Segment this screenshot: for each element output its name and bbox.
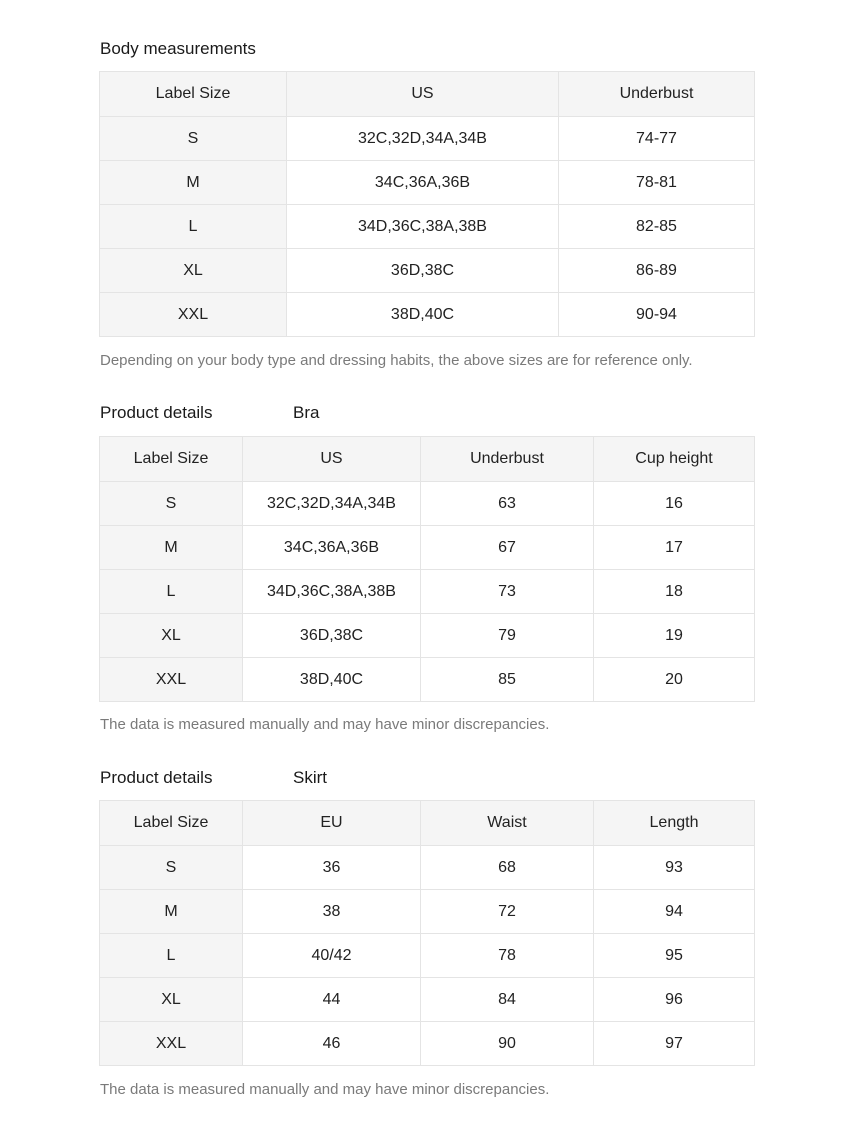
skirt-details-table	[99, 800, 755, 1066]
skirt-details-title-text: Product details	[100, 768, 213, 787]
label-size-cell: M	[100, 161, 287, 205]
eu-cell: 38	[243, 890, 421, 934]
eu-cell: 40/42	[243, 934, 421, 978]
label-size-cell: M	[100, 890, 243, 934]
table-row	[100, 978, 755, 1022]
eu-cell: 44	[243, 978, 421, 1022]
cup-height-cell: 18	[594, 570, 755, 614]
body-measurements-note: Depending on your body type and dressing habits, the above sizes are for reference only.	[100, 352, 693, 369]
underbust-cell: 63	[421, 482, 594, 526]
table-row	[100, 249, 755, 293]
table-header-row	[100, 801, 755, 846]
waist-cell: 90	[421, 1022, 594, 1066]
underbust-cell: 78-81	[559, 161, 755, 205]
table-header-row	[100, 72, 755, 117]
body-measurements-title	[100, 39, 256, 59]
skirt-details-subtitle: Skirt	[293, 768, 327, 787]
us-cell: 34C,36A,36B	[287, 161, 559, 205]
eu-cell: 36	[243, 846, 421, 890]
underbust-cell: 82-85	[559, 205, 755, 249]
eu-cell: 46	[243, 1022, 421, 1066]
length-cell: 94	[594, 890, 755, 934]
label-size-cell: M	[100, 526, 243, 570]
cup-height-cell: 20	[594, 658, 755, 702]
label-size-cell: S	[100, 117, 287, 161]
table-row	[100, 161, 755, 205]
waist-cell: 72	[421, 890, 594, 934]
label-size-cell: XXL	[100, 293, 287, 337]
column-header-label-size: Label Size	[100, 437, 243, 482]
column-header-us: US	[243, 437, 421, 482]
table-row	[100, 890, 755, 934]
us-cell: 34D,36C,38A,38B	[243, 570, 421, 614]
us-cell: 32C,32D,34A,34B	[243, 482, 421, 526]
column-header-underbust: Underbust	[421, 437, 594, 482]
label-size-cell: XXL	[100, 1022, 243, 1066]
waist-cell: 68	[421, 846, 594, 890]
table-row	[100, 1022, 755, 1066]
label-size-cell: L	[100, 205, 287, 249]
us-cell: 38D,40C	[287, 293, 559, 337]
column-header-length: Length	[594, 801, 755, 846]
table-row	[100, 117, 755, 161]
bra-details-note: The data is measured manually and may have minor discrepancies.	[100, 716, 550, 733]
underbust-cell: 90-94	[559, 293, 755, 337]
underbust-cell: 85	[421, 658, 594, 702]
bra-details-table	[99, 436, 755, 702]
underbust-cell: 74-77	[559, 117, 755, 161]
waist-cell: 84	[421, 978, 594, 1022]
table-row	[100, 658, 755, 702]
label-size-cell: XL	[100, 249, 287, 293]
us-cell: 34C,36A,36B	[243, 526, 421, 570]
cup-height-cell: 19	[594, 614, 755, 658]
column-header-underbust: Underbust	[559, 72, 755, 117]
label-size-cell: XXL	[100, 658, 243, 702]
skirt-details-note: The data is measured manually and may have minor discrepancies.	[100, 1081, 550, 1098]
column-header-label-size: Label Size	[100, 72, 287, 117]
label-size-cell: S	[100, 846, 243, 890]
length-cell: 96	[594, 978, 755, 1022]
us-cell: 34D,36C,38A,38B	[287, 205, 559, 249]
us-cell: 38D,40C	[243, 658, 421, 702]
table-row	[100, 570, 755, 614]
bra-details-title	[100, 403, 320, 423]
table-row	[100, 934, 755, 978]
column-header-label-size: Label Size	[100, 801, 243, 846]
bra-details-title-text: Product details	[100, 403, 213, 422]
us-cell: 36D,38C	[243, 614, 421, 658]
label-size-cell: XL	[100, 614, 243, 658]
table-row	[100, 526, 755, 570]
table-row	[100, 205, 755, 249]
length-cell: 97	[594, 1022, 755, 1066]
us-cell: 32C,32D,34A,34B	[287, 117, 559, 161]
underbust-cell: 79	[421, 614, 594, 658]
label-size-cell: S	[100, 482, 243, 526]
cup-height-cell: 17	[594, 526, 755, 570]
label-size-cell: L	[100, 570, 243, 614]
underbust-cell: 73	[421, 570, 594, 614]
label-size-cell: XL	[100, 978, 243, 1022]
table-row	[100, 614, 755, 658]
table-row	[100, 482, 755, 526]
table-row	[100, 293, 755, 337]
body-measurements-table	[99, 71, 755, 337]
label-size-cell: L	[100, 934, 243, 978]
column-header-cup-height: Cup height	[594, 437, 755, 482]
body-measurements-title-text: Body measurements	[100, 39, 256, 58]
bra-details-subtitle: Bra	[293, 403, 320, 422]
skirt-details-title	[100, 768, 327, 788]
table-row	[100, 846, 755, 890]
waist-cell: 78	[421, 934, 594, 978]
underbust-cell: 67	[421, 526, 594, 570]
column-header-eu: EU	[243, 801, 421, 846]
column-header-waist: Waist	[421, 801, 594, 846]
column-header-us: US	[287, 72, 559, 117]
underbust-cell: 86-89	[559, 249, 755, 293]
us-cell: 36D,38C	[287, 249, 559, 293]
length-cell: 93	[594, 846, 755, 890]
table-header-row	[100, 437, 755, 482]
length-cell: 95	[594, 934, 755, 978]
cup-height-cell: 16	[594, 482, 755, 526]
